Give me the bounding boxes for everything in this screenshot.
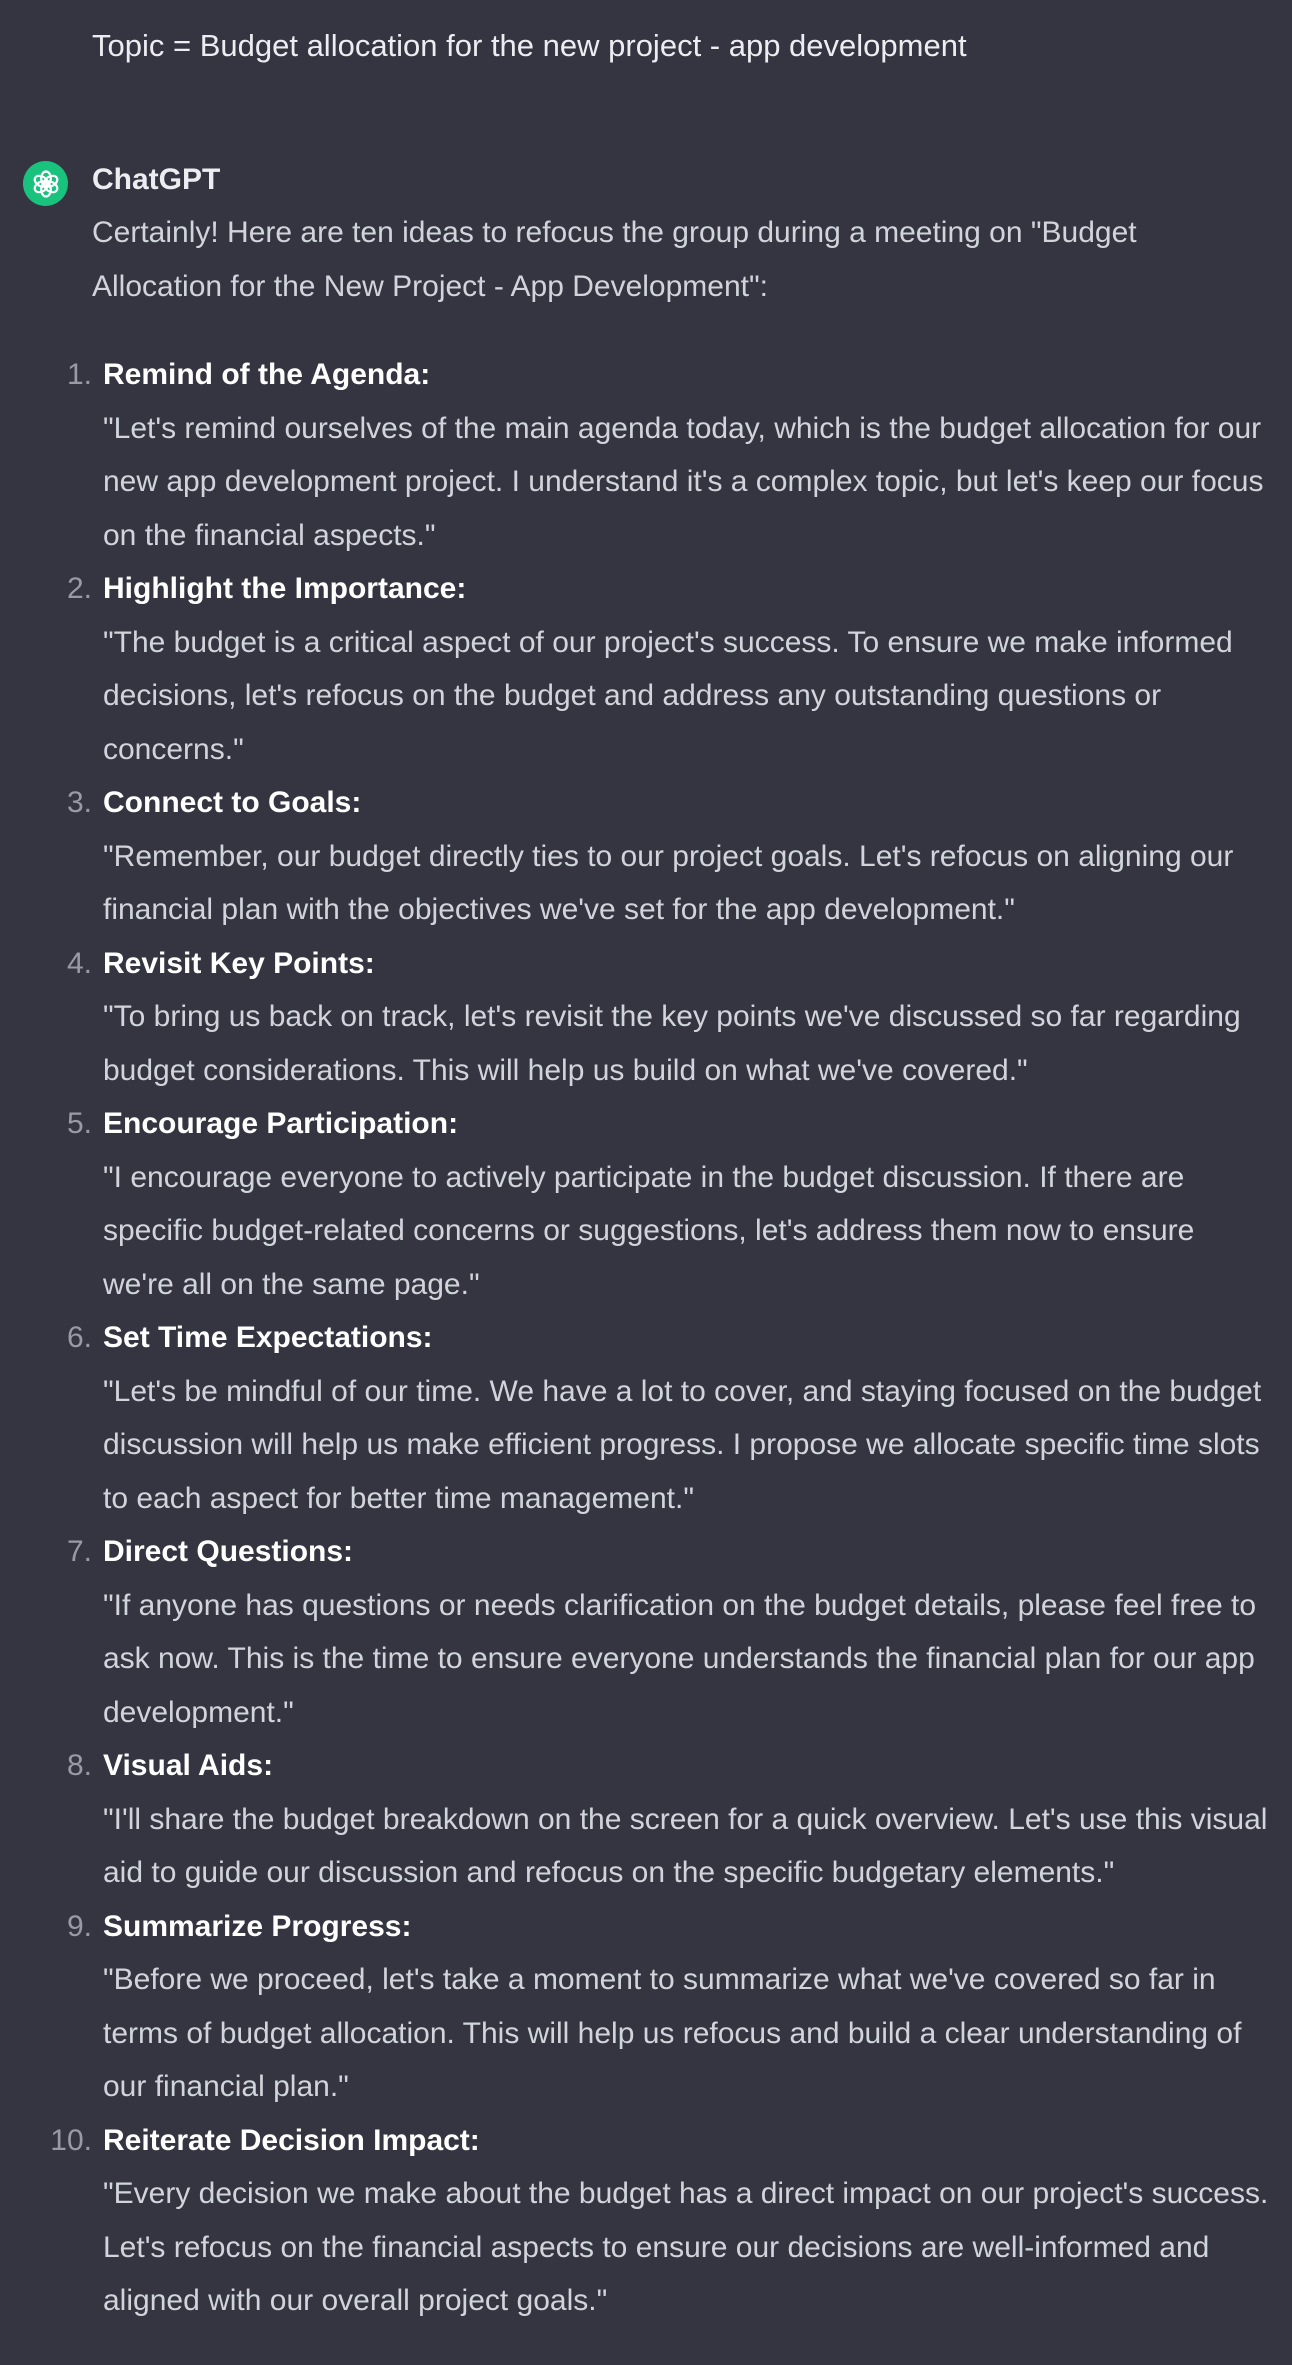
author-name: ChatGPT — [92, 163, 221, 196]
list-item — [0, 776, 1292, 937]
item-title: Summarize Progress: — [103, 1909, 412, 1943]
item-quote: "To bring us back on track, let's revisit the key points we've discussed so far regarding budget considerations. This will help us build on what we've covered." — [103, 1000, 1241, 1087]
list-item — [0, 1739, 1292, 1900]
list-item — [0, 937, 1292, 1098]
item-number: 1. — [66, 358, 92, 391]
item-quote: "Every decision we make about the budget has a direct impact on our project's success. Let's refocus on the financial aspects to ensure our decisions are well-informed and aligned with our overall project goals." — [103, 2177, 1269, 2317]
item-quote: "I'll share the budget breakdown on the screen for a quick overview. Let's use this visual aid to guide our discussion and refocus on the specific budgetary elements." — [103, 1802, 1268, 1889]
item-number: 7. — [66, 1535, 92, 1568]
item-quote: "If anyone has questions or needs clarification on the budget details, please feel free to ask now. This is the time to ensure everyone understands the financial plan for our app development." — [103, 1588, 1257, 1729]
item-quote: "Let's be mindful of our time. We have a lot to cover, and staying focused on the budget discussion will help us make efficient progress. I propose we allocate specific time slots to each aspect for better time management." — [103, 1374, 1262, 1515]
item-quote: "The budget is a critical aspect of our project's success. To ensure we make informed decisions, let's refocus on the budget and address any outstanding questions or concerns." — [103, 625, 1233, 766]
list-item — [0, 1097, 1292, 1311]
item-title: Set Time Expectations: — [103, 1321, 433, 1354]
user-message: Topic = Budget allocation for the new project - app development — [92, 28, 967, 63]
chatgpt-avatar — [23, 161, 68, 206]
item-title: Revisit Key Points: — [103, 946, 375, 980]
list-item — [0, 1900, 1292, 2114]
item-title: Visual Aids: — [103, 1749, 274, 1782]
item-number: 6. — [66, 1321, 92, 1354]
item-number: 2. — [66, 572, 92, 605]
list-item — [0, 348, 1292, 562]
item-title: Direct Questions: — [103, 1535, 354, 1568]
openai-logo-icon — [31, 169, 61, 199]
item-title: Connect to Goals: — [103, 786, 362, 819]
item-quote: "I encourage everyone to actively participate in the budget discussion. If there are specific budget-related concerns or suggestions, let's address them now to ensure we're all on the same page." — [103, 1160, 1195, 1301]
list-item — [0, 2114, 1292, 2328]
item-title: Remind of the Agenda: — [103, 358, 431, 391]
list-item — [0, 562, 1292, 776]
list-item — [0, 1525, 1292, 1739]
item-number: 4. — [66, 946, 92, 980]
item-title: Reiterate Decision Impact: — [103, 2123, 480, 2157]
item-number: 3. — [66, 786, 92, 819]
ideas-list — [0, 348, 1292, 2328]
item-title: Encourage Participation: — [103, 1107, 459, 1140]
item-quote: "Let's remind ourselves of the main agenda today, which is the budget allocation for our new app development project. I understand it's a complex topic, but let's keep our focus on the financial aspects." — [103, 411, 1264, 552]
item-number: 8. — [66, 1749, 92, 1782]
item-quote: "Remember, our budget directly ties to our project goals. Let's refocus on aligning our financial plan with the objectives we've set for the app development." — [103, 839, 1234, 926]
item-number: 10. — [50, 2123, 92, 2157]
intro-text: Certainly! Here are ten ideas to refocus the group during a meeting on "Budget Allocation for the New Project - App Development": — [92, 216, 1137, 303]
item-quote: "Before we proceed, let's take a moment to summarize what we've covered so far in terms of budget allocation. This will help us refocus and build a clear understanding of our financial plan." — [103, 1963, 1242, 2103]
item-number: 9. — [66, 1909, 92, 1943]
list-item — [0, 1311, 1292, 1525]
item-number: 5. — [66, 1107, 92, 1140]
item-title: Highlight the Importance: — [103, 572, 467, 605]
